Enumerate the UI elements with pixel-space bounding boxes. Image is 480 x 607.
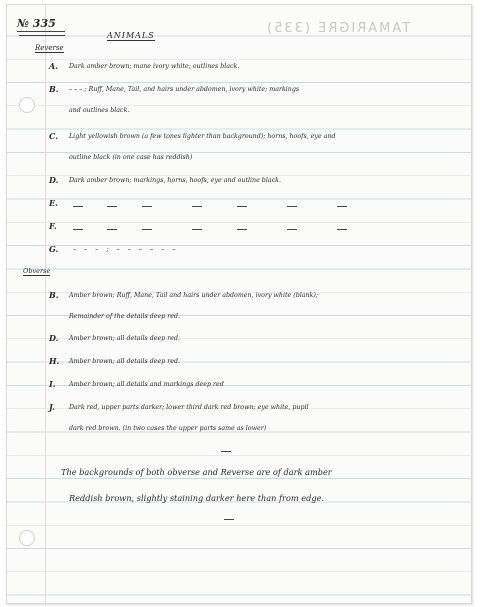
entry-letter: C. [49,131,59,141]
entry-letter: J. [49,402,55,412]
bleed-through-text: TAMARIGRE (335) [265,21,411,36]
entry-text: Light yellowish brown (a few tones lighter than background); horns, hoofs, eye and [69,133,336,140]
entry-letter: B. [49,84,59,94]
entry-letter: D. [49,175,59,185]
notebook-page [6,4,472,604]
punch-hole-top [19,97,35,113]
entry-text: – – – ; – – – – – – [73,246,179,253]
margin-line [45,5,46,603]
ditto-mark [142,229,152,230]
ditto-mark [192,206,202,207]
entry-letter: D. [49,333,59,343]
entry-letter: E. [49,198,58,208]
ditto-mark [287,206,297,207]
ditto-mark [337,206,347,207]
entry-text: Dark amber brown; markings, horns, hoofs, eye and outline black. [69,177,281,184]
entry-text: Dark red, upper parts darker; lower third dark red brown; eye white, pupil [69,404,309,411]
document-number: № 335 [17,17,56,30]
footer-note-line2: Reddish brown, slightly staining darker here than from edge. [69,493,325,503]
number-underline-2 [19,35,65,36]
footer-note-line1: The backgrounds of both obverse and Reverse are of dark amber [61,467,332,477]
entry-text: Amber brown; all details deep red. [69,335,181,342]
entry-text: Amber brown; all details deep red. [69,358,181,365]
entry-letter: F. [49,221,57,231]
entry-text-cont: outline black (in one case has reddish) [69,154,193,161]
number-underline [17,31,65,32]
ditto-mark [287,229,297,230]
reverse-label: Reverse [35,44,64,52]
entry-text-cont: Remainder of the details deep red. [69,313,181,320]
ditto-mark [107,206,117,207]
end-mark [224,519,234,520]
entry-letter: B. [49,290,59,300]
page-title: ANIMALS [107,31,155,40]
ditto-mark [192,229,202,230]
entry-letter: I. [49,379,56,389]
ditto-mark [142,206,152,207]
entry-text-cont: and outlines black. [69,107,130,114]
punch-hole-bottom [19,530,35,546]
entry-text: Amber brown; Ruff, Mane, Tail and hairs under abdomen, ivory white (blank); [69,292,318,299]
ditto-mark [337,229,347,230]
entry-letter: H. [49,356,60,366]
ditto-mark [73,229,83,230]
entry-text: – – – ; Ruff, Mane, Tail, and hairs under abdomen, ivory white; markings [69,86,300,93]
obverse-label: Obverse [23,267,51,275]
entry-text: Amber brown; all details and markings deep red [69,381,224,388]
ditto-mark [237,206,247,207]
ditto-mark [73,206,83,207]
entry-text-cont: dark red brown. (in two cases the upper parts same as lower) [69,425,267,432]
entry-text: Dark amber brown; mane ivory white; outlines black. [69,63,240,70]
separator-mark [221,451,231,452]
entry-letter: A. [49,61,58,71]
entry-letter: G. [49,244,59,254]
ditto-mark [237,229,247,230]
ditto-mark [107,229,117,230]
